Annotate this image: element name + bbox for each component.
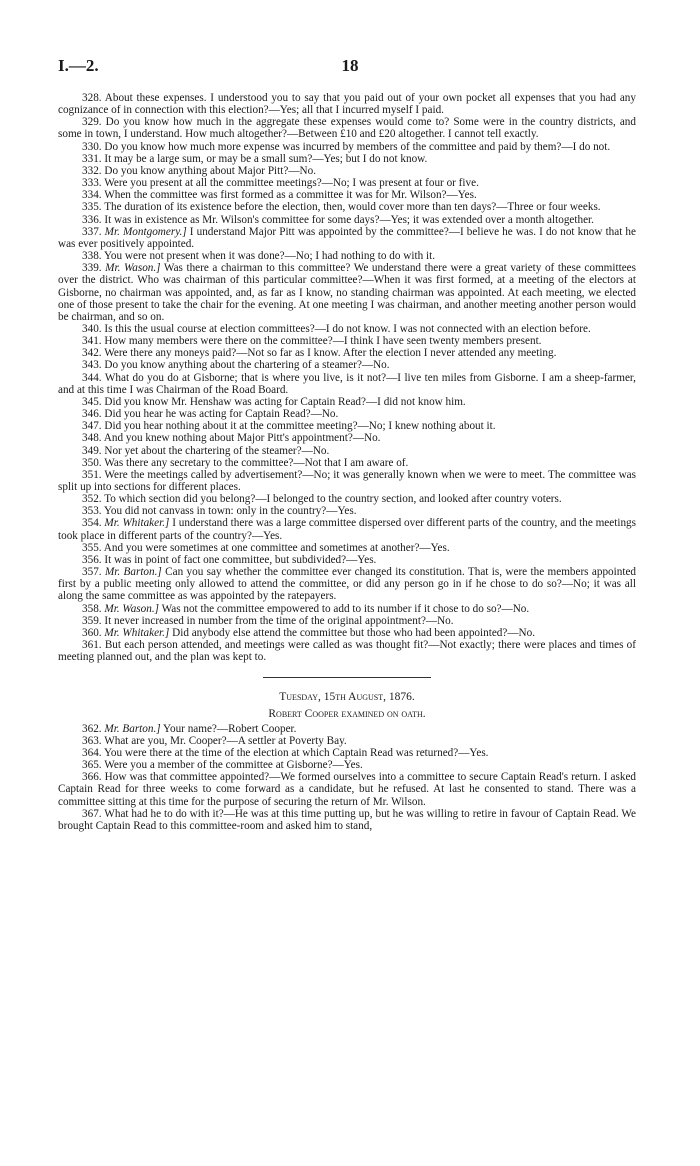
question-number: 346. [82,408,102,421]
question-number: 363. [82,734,102,747]
speaker-name: Mr. Wason.] [104,602,159,615]
question-text: Did you hear he was acting for Captain Read?—No. [104,408,339,421]
question-paragraph [58,627,636,639]
question-number: 331. [82,152,102,165]
question-text: Did you hear nothing about it at the committee meeting?—No; I knew nothing about it. [104,420,496,433]
question-text: Were there any moneys paid?—Not so far as I know. After the election I never attended any meeting. [104,347,557,360]
question-text: Was not the committee empowered to add to its number if it chose to do so?—No. [161,602,530,615]
question-paragraph [58,735,636,747]
question-text: What had he to do with it?—He was at this time putting up, but he was willing to retire in favour of Captain Read. We brought Captain Read to this committee-room and asked him to stand, [58,807,636,832]
question-paragraph [58,408,636,420]
question-paragraph [58,615,636,627]
question-number: 352. [82,493,102,506]
question-text: But each person attended, and meetings were called as was thought fit?—Not exactly; there were places and times of meeting planned out, and the plan was kept to. [58,639,637,664]
question-text: It never increased in number from the time of the original appointment?—No. [104,614,454,627]
question-text: Did you know Mr. Henshaw was acting for Captain Read?—I did not know him. [104,395,466,408]
question-number: 341. [82,335,102,348]
question-paragraph [58,153,636,165]
question-text: Were you present at all the committee meetings?—No; I was present at four or five. [104,177,479,190]
question-text: Do you know anything about the chartering of a steamer?—No. [104,359,390,372]
question-text: You were not present when it was done?—No; I had nothing to do with it. [103,250,435,263]
speaker-name: Mr. Wason.] [105,262,161,275]
question-paragraph [58,323,636,335]
question-number: 348. [82,432,102,445]
question-paragraph [58,603,636,615]
question-paragraph [58,469,636,493]
question-number: 365. [82,759,102,772]
question-paragraph [58,554,636,566]
question-paragraph [58,250,636,262]
question-text: How was that committee appointed?—We formed ourselves into a committee to secure Captain Read's return. I asked Captain Read for three weeks to come forward as a candidate, but he refused. At last he consented to stand. There was a committee sitting at this time for the purpose of securing the return of Mr. Wilson. [58,771,637,808]
question-paragraph [58,505,636,517]
question-text: Your name?—Robert Cooper. [163,722,297,735]
evidence-session-2 [58,723,636,832]
question-paragraph [58,141,636,153]
question-paragraph [58,347,636,359]
speaker-name: Mr. Barton.] [104,566,162,579]
question-text: It was in existence as Mr. Wilson's committee for some days?—Yes; it was extended over a month altogether. [104,213,594,226]
question-paragraph [58,432,636,444]
question-text: Nor yet about the chartering of the steamer?—No. [104,444,330,457]
question-paragraph [58,517,636,541]
question-paragraph [58,116,636,140]
question-text: Do you know how much in the aggregate these expenses would come to? Some were in the country districts, and some in town, I understand. How much altogether?—Between £10 and £20 altogether. I cannot tell exactly. [58,116,636,141]
page-header [58,56,642,80]
question-number: 350. [82,456,102,469]
question-number: 328. [82,92,102,104]
question-paragraph [58,639,636,663]
document-reference: I.—2. [58,56,99,75]
question-number: 337. [82,225,102,238]
question-paragraph [58,542,636,554]
speaker-name: Mr. Montgomery.] [104,225,187,238]
question-paragraph [58,201,636,213]
question-paragraph [58,771,636,807]
question-paragraph [58,372,636,396]
question-text: It may be a large sum, or may be a small sum?—Yes; but I do not know. [104,152,428,165]
question-paragraph [58,226,636,250]
page-number: 18 [341,56,359,75]
question-number: 351. [82,468,102,481]
question-text: What do you do at Gisborne; that is where you live, is it not?—I live ten miles from Gisborne. I am a sheep-farmer, and at this time I was Chairman of the Road Board. [58,371,636,396]
question-number: 364. [82,746,102,759]
question-paragraph [58,177,636,189]
page-body [58,92,636,832]
question-text: And you were sometimes at one committee and sometimes at another?—Yes. [103,541,450,554]
question-number: 333. [82,177,102,190]
question-number: 358. [82,602,102,615]
question-paragraph [58,808,636,832]
question-text: What are you, Mr. Cooper?—A settler at Poverty Bay. [104,734,347,747]
question-number: 340. [82,322,102,335]
question-text: Did anybody else attend the committee but those who had been appointed?—No. [172,626,536,639]
question-text: You were there at the time of the election at which Captain Read was returned?—Yes. [103,746,489,759]
question-number: 359. [82,614,102,627]
question-text: Were the meetings called by advertisement?—No; it was generally known when we were to meet. The committee was split up into sections for different places. [58,468,636,493]
question-number: 354. [82,517,102,530]
question-paragraph [58,493,636,505]
question-text: It was in point of fact one committee, but subdivided?—Yes. [104,553,377,566]
question-text: When the committee was first formed as a committee it was for Mr. Wilson?—Yes. [104,189,477,202]
question-text: Do you know how much more expense was incurred by members of the committee and paid by them?—I do not. [104,140,611,153]
speaker-name: Mr. Whitaker.] [104,626,170,639]
question-paragraph [58,92,636,116]
question-number: 338. [82,250,102,263]
question-text: Is this the usual course at election committees?—I do not know. I was not connected with an election before. [104,322,591,335]
question-number: 361. [82,639,102,652]
question-number: 347. [82,420,102,433]
question-text: I understand there was a large committee dispersed over different parts of the country, and the meetings took place in different parts of the country?—Yes. [58,517,636,542]
question-number: 329. [82,116,102,129]
question-paragraph [58,457,636,469]
question-number: 353. [82,505,102,518]
question-paragraph [58,445,636,457]
question-number: 345. [82,395,102,408]
question-number: 336. [82,213,102,226]
question-text: How many members were there on the committee?—I think I have seen twenty members present. [104,335,542,348]
question-number: 367. [82,807,102,820]
question-paragraph [58,335,636,347]
question-text: Were you a member of the committee at Gisborne?—Yes. [104,759,363,772]
witness-heading: Robert Cooper examined on oath. [268,707,426,720]
question-number: 355. [82,541,102,554]
question-number: 334. [82,189,102,202]
question-paragraph [58,262,636,323]
question-text: You did not canvass in town: only in the country?—Yes. [103,505,357,518]
question-number: 335. [82,201,102,214]
question-number: 360. [82,626,102,639]
question-number: 342. [82,347,102,360]
question-paragraph [58,214,636,226]
question-paragraph [58,723,636,735]
question-text: I understand Major Pitt was appointed by the committee?—I believe he was. I do not know that he was ever positively appointed. [58,225,636,250]
question-number: 344. [82,371,102,384]
question-text: And you knew nothing about Major Pitt's appointment?—No. [103,432,381,445]
question-number: 339. [82,262,102,275]
question-text: Can you say whether the committee ever changed its constitution. That is, were the members appointed first by a public meeting only allowed to attend the committee, or did any person go in if he chose to do so?—No; it was all along the same committee as was appointed by the ratepayers. [58,566,637,603]
question-paragraph [58,420,636,432]
question-paragraph [58,747,636,759]
question-text: About these expenses. I understood you to say that you paid out of your own pocket all expenses that you had any cognizance of in connection with this election?—Yes; all that I incurred myself I paid. [58,92,636,117]
question-paragraph [58,759,636,771]
question-paragraph [58,165,636,177]
question-paragraph [58,189,636,201]
evidence-session-1 [58,92,636,663]
question-number: 343. [82,359,102,372]
question-paragraph [58,396,636,408]
question-number: 356. [82,553,102,566]
section-divider [263,677,431,678]
question-number: 362. [82,722,102,735]
question-text: To which section did you belong?—I belonged to the country section, and looked after country voters. [104,493,562,506]
speaker-name: Mr. Whitaker.] [104,517,170,530]
session-date: Tuesday, 15th August, 1876. [279,691,415,704]
question-number: 332. [82,164,102,177]
question-text: Was there a chairman to this committee? We understand there were a great variety of these committees over the district. Who was chairman of this particular committee?—When it was first formed, at a meeting of the electors at Gisborne, no chairman was appointed, and, as far as I know, no standing chairman was appointed. At each meeting, we elected one of those present to take the chair for the evening. At one meeting I was chairman, and another meeting another person would be chairman, and so on. [58,262,636,323]
question-text: Was there any secretary to the committee?—Not that I am aware of. [104,456,409,469]
speaker-name: Mr. Barton.] [104,722,161,735]
question-text: Do you know anything about Major Pitt?—No. [104,164,316,177]
question-text: The duration of its existence before the election, then, would cover more than ten days?—Three or four weeks. [104,201,601,214]
question-number: 366. [82,771,102,784]
question-number: 349. [82,444,102,457]
question-paragraph [58,359,636,371]
question-paragraph [58,566,636,602]
question-number: 357. [82,566,102,579]
question-number: 330. [82,140,102,153]
